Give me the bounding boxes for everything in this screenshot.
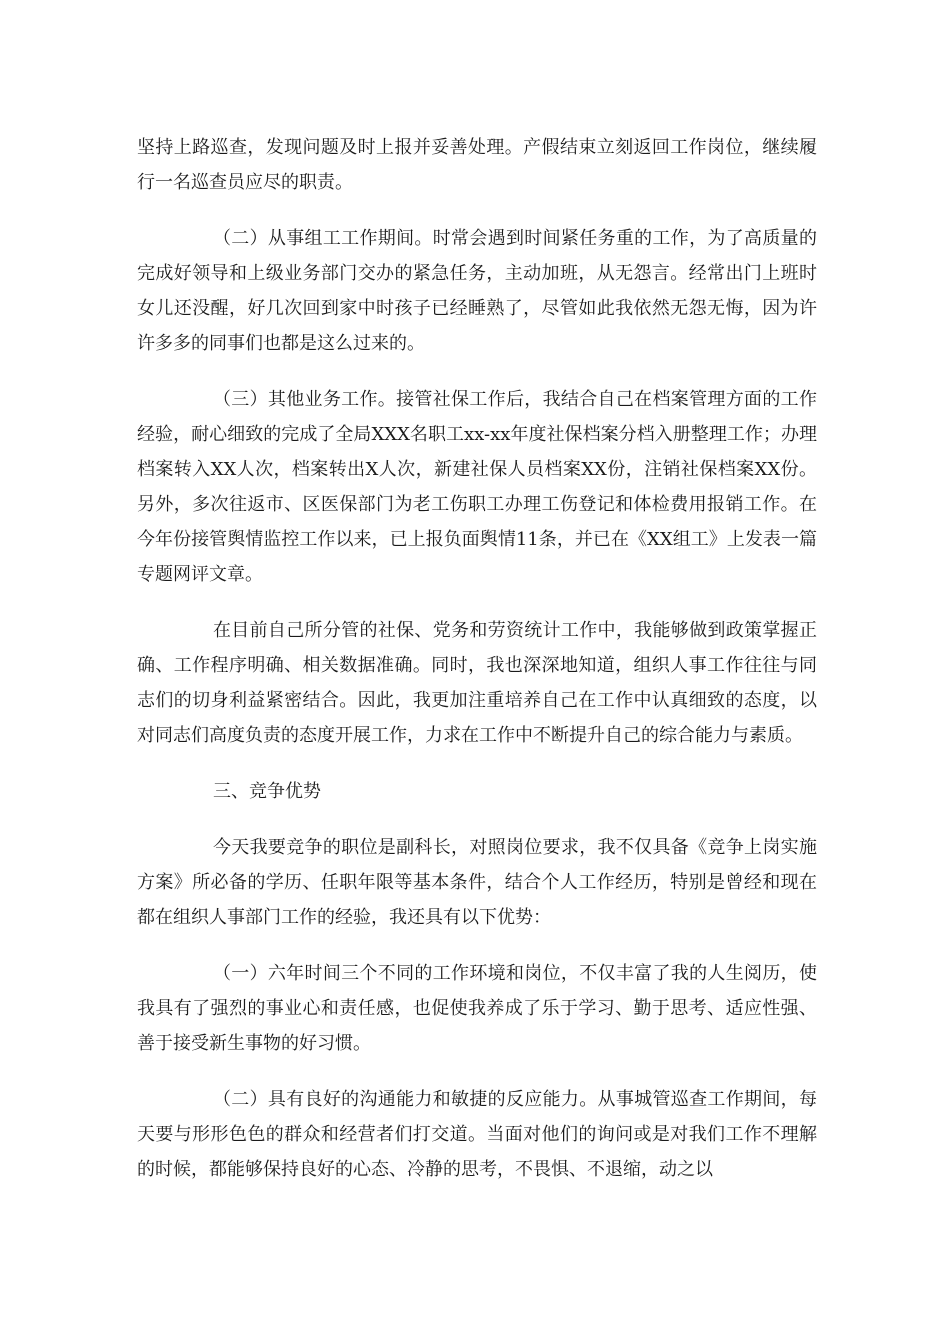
paragraph-advantage-two: （二）具有良好的沟通能力和敏捷的反应能力。从事城管巡查工作期间，每天要与形形色色的群众和经营者们打交道。当面对他们的询问或是对我们工作不理解的时候，都能够保持良好的心态、冷静的思考，不畏惧、不退缩，动之以 xyxy=(137,1089,817,1180)
paragraph-advantage-one: （一）六年时间三个不同的工作环境和岗位，不仅丰富了我的人生阅历，使我具有了强烈的事业心和责任感，也促使我养成了乐于学习、勤于思考、适应性强、善于接受新生事物的好习惯。 xyxy=(137,963,817,1054)
paragraph-party-work: （二）从事组工工作期间。时常会遇到时间紧任务重的工作，为了高质量的完成好领导和上级业务部门交办的紧急任务，主动加班，从无怨言。经常出门上班时女儿还没醒，好几次回到家中时孩子已经睡熟了，尽管如此我依然无怨无悔，因为许许多多的同事们也都是这么过来的。 xyxy=(137,228,817,354)
paragraph-current-duties: 在目前自己所分管的社保、党务和劳资统计工作中，我能够做到政策掌握正确、工作程序明确、相关数据准确。同时，我也深深地知道，组织人事工作往往与同志们的切身利益紧密结合。因此，我更加注重培养自己在工作中认真细致的态度，以对同志们高度负责的态度开展工作，力求在工作中不断提升自己的综合能力与素质。 xyxy=(137,620,817,746)
document-body xyxy=(137,130,817,1208)
section-heading-advantages: 三、竞争优势 xyxy=(213,781,321,802)
paragraph-advantages-intro: 今天我要竞争的职位是副科长，对照岗位要求，我不仅具备《竞争上岗实施方案》所必备的学历、任职年限等基本条件，结合个人工作经历，特别是曾经和现在都在组织人事部门工作的经验，我还具有以下优势： xyxy=(137,837,817,928)
paragraph-other-work: （三）其他业务工作。接管社保工作后，我结合自己在档案管理方面的工作经验，耐心细致的完成了全局XXX名职工xx-xx年度社保档案分档入册整理工作；办理档案转入XX人次，档案转出X人次，新建社保人员档案XX份，注销社保档案XX份。另外，多次往返市、区医保部门为老工伤职工办理工伤登记和体检费用报销工作。在今年份接管舆情监控工作以来，已上报负面舆情11条，并已在《XX组工》上发表一篇专题网评文章。 xyxy=(137,389,817,585)
paragraph-continuation: 坚持上路巡查，发现问题及时上报并妥善处理。产假结束立刻返回工作岗位，继续履行一名巡查员应尽的职责。 xyxy=(137,137,817,193)
